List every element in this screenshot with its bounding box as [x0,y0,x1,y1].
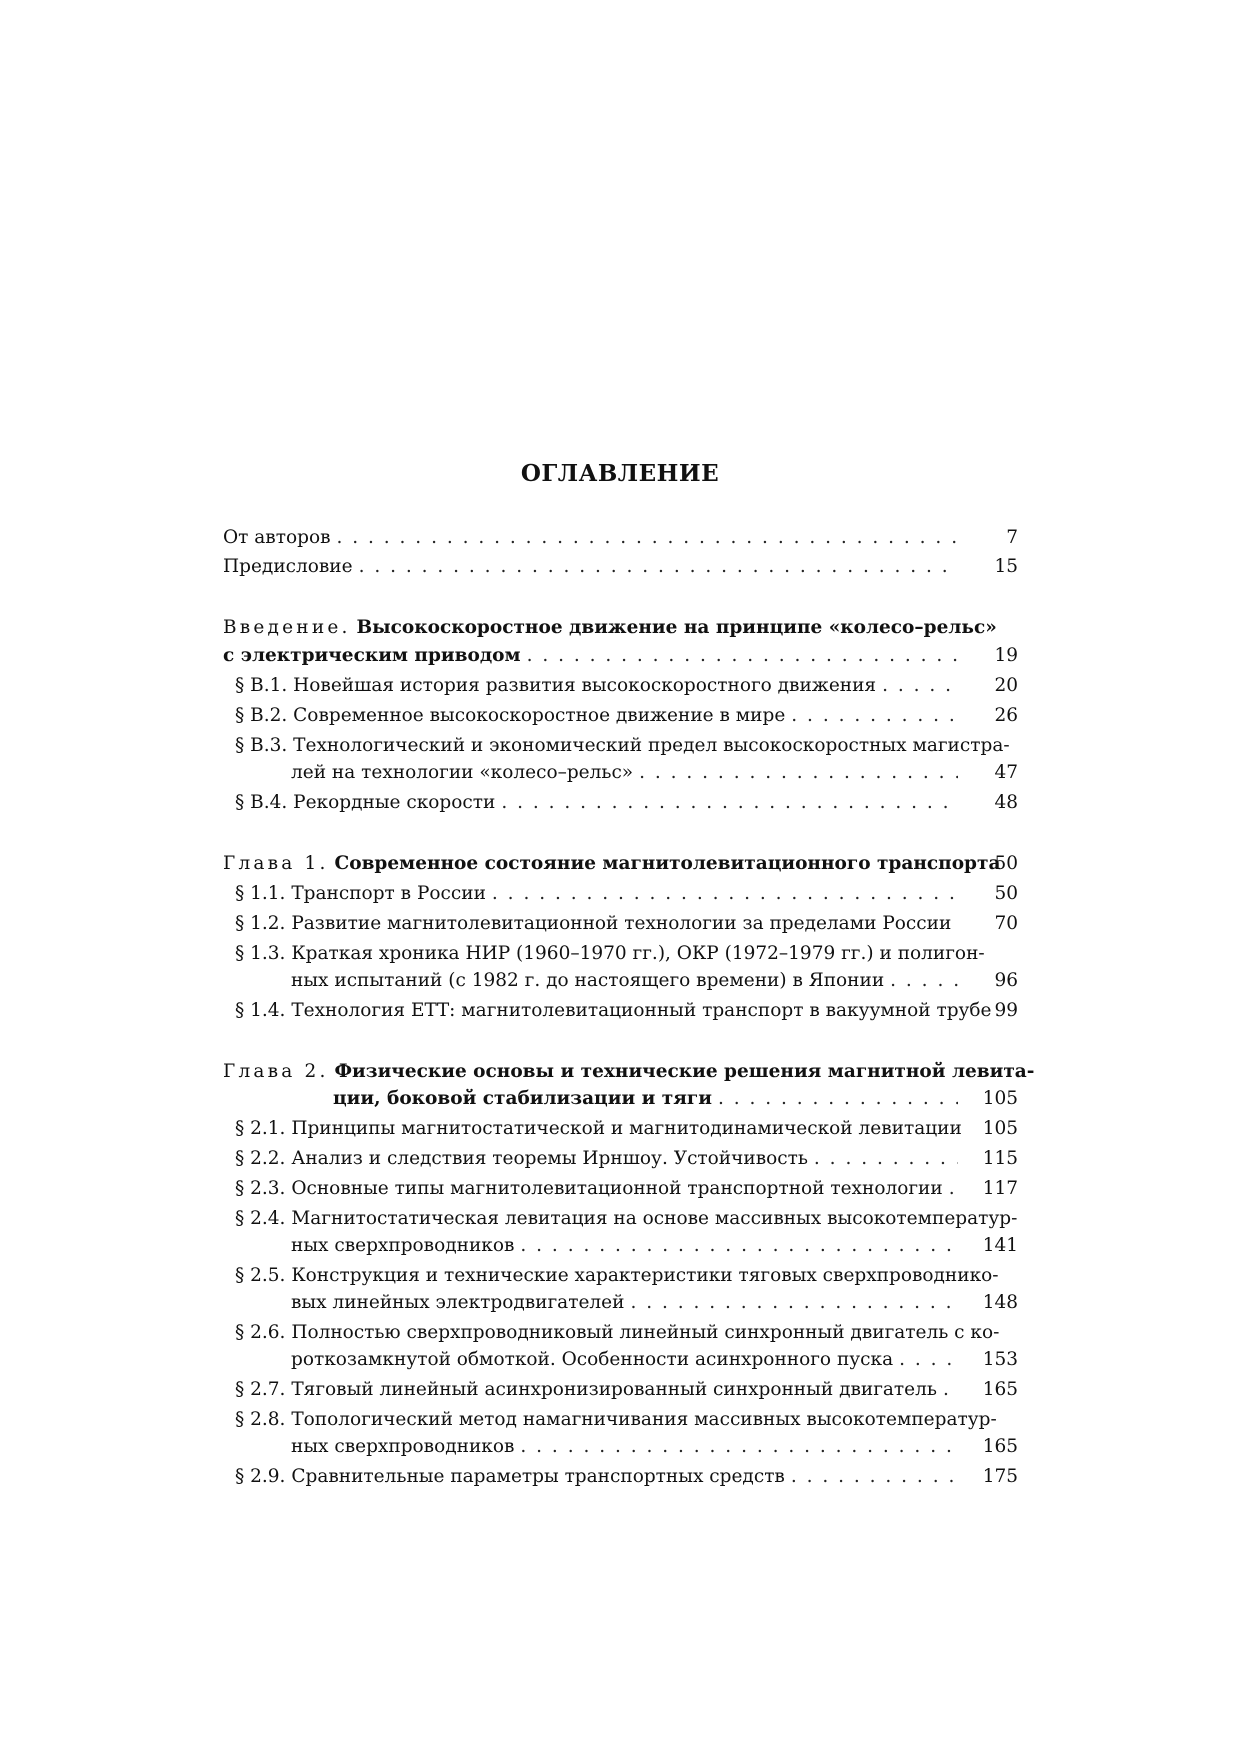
toc-page-number: 141 [982,1235,1018,1256]
toc-section-2-4-cont[interactable] [223,1235,1018,1261]
toc-page-number: 47 [994,762,1018,783]
toc-entry-preface[interactable] [223,556,1018,582]
toc-entry-authors[interactable] [223,527,1018,553]
section-title: Современное высокоскоростное движение в мире [293,705,786,726]
toc-page-number: 105 [982,1088,1018,1109]
toc-section-2-8[interactable] [223,1409,1018,1435]
chapter-title: Физические основы и технические решения магнитной левита- [334,1061,1035,1082]
section-number: § 1.3. [235,943,286,964]
section-number: § 2.3. [235,1178,286,1199]
toc-page-number: 96 [994,970,1018,991]
toc-page-number: 115 [982,1148,1018,1169]
page-title: ОГЛАВЛЕНИЕ [520,460,720,487]
leader-dots [882,675,958,696]
section-title-cont: роткозамкнутой обмоткой. Особенности асинхронного пуска [291,1349,894,1370]
section-number: § 1.4. [235,1000,286,1021]
section-number: § 2.4. [235,1208,286,1229]
toc-section-1-2[interactable] [223,913,1018,939]
leader-dots [630,1292,958,1313]
toc-page-number: 19 [994,645,1018,666]
section-number: § В.1. [235,675,288,696]
leader-dots [639,762,958,783]
leader-dots [890,970,958,991]
toc-page-number: 26 [994,705,1018,726]
section-title: Полностью сверхпроводниковый линейный синхронный двигатель с ко- [291,1322,1000,1343]
toc-section-2-6-cont[interactable] [223,1349,1018,1375]
section-number: § 2.9. [235,1466,286,1487]
section-title-cont: лей на технологии «колесо–рельс» [291,762,634,783]
toc-intro-heading[interactable] [223,617,1018,643]
section-title-cont: ных сверхпроводников [291,1235,515,1256]
toc-section-2-5[interactable] [223,1265,1018,1291]
section-title: Транспорт в России [291,883,486,904]
section-number: § 2.6. [235,1322,286,1343]
leader-dots [492,883,958,904]
toc-page-number: 165 [982,1379,1018,1400]
toc-section-1-3[interactable] [223,943,1018,969]
leader-dots [527,645,958,666]
toc-chapter-2[interactable] [223,1061,1035,1087]
leader-dots [899,1349,958,1370]
section-number: § 2.2. [235,1148,286,1169]
toc-page-number: 50 [994,853,1018,874]
toc-section-1-3-cont[interactable] [223,970,1018,996]
section-title-cont: ных сверхпроводников [291,1436,515,1457]
section-title: Развитие магнитолевитационной технологии за пределами России [291,913,952,934]
leader-dots [791,705,958,726]
toc-page-number: 165 [982,1436,1018,1457]
section-title: Краткая хроника НИР (1960–1970 гг.), ОКР (1972–1979 гг.) и полигон- [291,943,985,964]
toc-section-2-4[interactable] [223,1208,1018,1234]
section-number: § 2.1. [235,1118,286,1139]
section-number: § 1.2. [235,913,286,934]
section-title: Магнитостатическая левитация на основе массивных высокотемператур- [291,1208,1018,1229]
section-number: § 2.5. [235,1265,286,1286]
toc-page-number: 48 [994,792,1018,813]
leader-dots [943,1379,958,1400]
toc-page-number: 117 [982,1178,1018,1199]
section-title: Анализ и следствия теоремы Ирншоу. Устойчивость [291,1148,808,1169]
section-title: Топологический метод намагничивания массивных высокотемператур- [291,1409,997,1430]
toc-chapter-2-cont[interactable] [223,1088,1018,1114]
section-number: § В.3. [235,735,288,756]
toc-page-number: 175 [982,1466,1018,1487]
chapter-title: Современное состояние магнитолевитационного транспорта [334,853,1001,874]
toc-page-number: 20 [994,675,1018,696]
leader-dots [359,556,958,577]
toc-section-b3[interactable] [223,735,1018,761]
section-number: § 1.1. [235,883,286,904]
leader-dots [520,1436,958,1457]
section-title: Сравнительные параметры транспортных средств [291,1466,785,1487]
section-number: § 2.7. [235,1379,286,1400]
toc-page-number: 15 [994,556,1018,577]
section-title: Принципы магнитостатической и магнитодинамической левитации [291,1118,962,1139]
chapter-title-cont: ции, боковой стабилизации и тяги [333,1088,712,1109]
section-title: Новейшая история развития высокоскоростного движения [293,675,877,696]
intro-label: Введение. [223,617,351,638]
leader-dots [337,527,959,548]
toc-chapter-1[interactable] [223,853,1018,879]
toc-intro-heading-cont[interactable] [223,645,1018,671]
toc-page-number: 148 [982,1292,1018,1313]
toc-section-2-3[interactable] [223,1178,1018,1204]
toc-entry-text: Предисловие [223,556,353,577]
toc-section-b1[interactable] [223,675,1018,701]
chapter-label: Глава 2. [223,1061,329,1082]
section-title: Конструкция и технические характеристики тяговых сверхпроводнико- [291,1265,999,1286]
leader-dots [718,1088,958,1109]
toc-section-2-1[interactable] [223,1118,1018,1144]
toc-section-1-4[interactable] [223,1000,1018,1026]
toc-page-number: 105 [982,1118,1018,1139]
toc-section-1-1[interactable] [223,883,1018,909]
toc-section-2-6[interactable] [223,1322,1018,1348]
leader-dots [501,792,958,813]
toc-section-2-2[interactable] [223,1148,1018,1174]
toc-page-number: 99 [994,1000,1018,1021]
toc-section-2-5-cont[interactable] [223,1292,1018,1318]
toc-section-2-8-cont[interactable] [223,1436,1018,1462]
toc-page-number: 153 [982,1349,1018,1370]
toc-page-number: 7 [1006,527,1018,548]
section-title: Технологический и экономический предел высокоскоростных магистра- [293,735,1010,756]
intro-title: Высокоскоростное движение на принципе «колесо–рельс» [356,617,997,638]
section-number: § В.4. [235,792,288,813]
section-title: Основные типы магнитолевитационной транспортной технологии [291,1178,943,1199]
section-title: Тяговый линейный асинхронизированный синхронный двигатель [291,1379,937,1400]
section-title-cont: вых линейных электродвигателей [291,1292,625,1313]
leader-dots [791,1466,958,1487]
chapter-label: Глава 1. [223,853,329,874]
leader-dots [949,1178,958,1199]
toc-section-b2[interactable] [223,705,1018,731]
section-title-cont: ных испытаний (с 1982 г. до настоящего времени) в Японии [291,970,885,991]
toc-section-b3-cont[interactable] [223,762,1018,788]
toc-entry-text: От авторов [223,527,331,548]
section-number: § В.2. [235,705,288,726]
toc-section-2-7[interactable] [223,1379,1018,1405]
intro-title-cont: с электрическим приводом [223,645,521,666]
section-title: Технология ЕТТ: магнитолевитационный транспорт в вакуумной трубе [291,1000,992,1021]
toc-page-number: 50 [994,883,1018,904]
section-number: § 2.8. [235,1409,286,1430]
toc-section-b4[interactable] [223,792,1018,818]
leader-dots [814,1148,958,1169]
section-title: Рекордные скорости [293,792,496,813]
toc-page-number: 70 [994,913,1018,934]
leader-dots [520,1235,958,1256]
toc-section-2-9[interactable] [223,1466,1018,1492]
